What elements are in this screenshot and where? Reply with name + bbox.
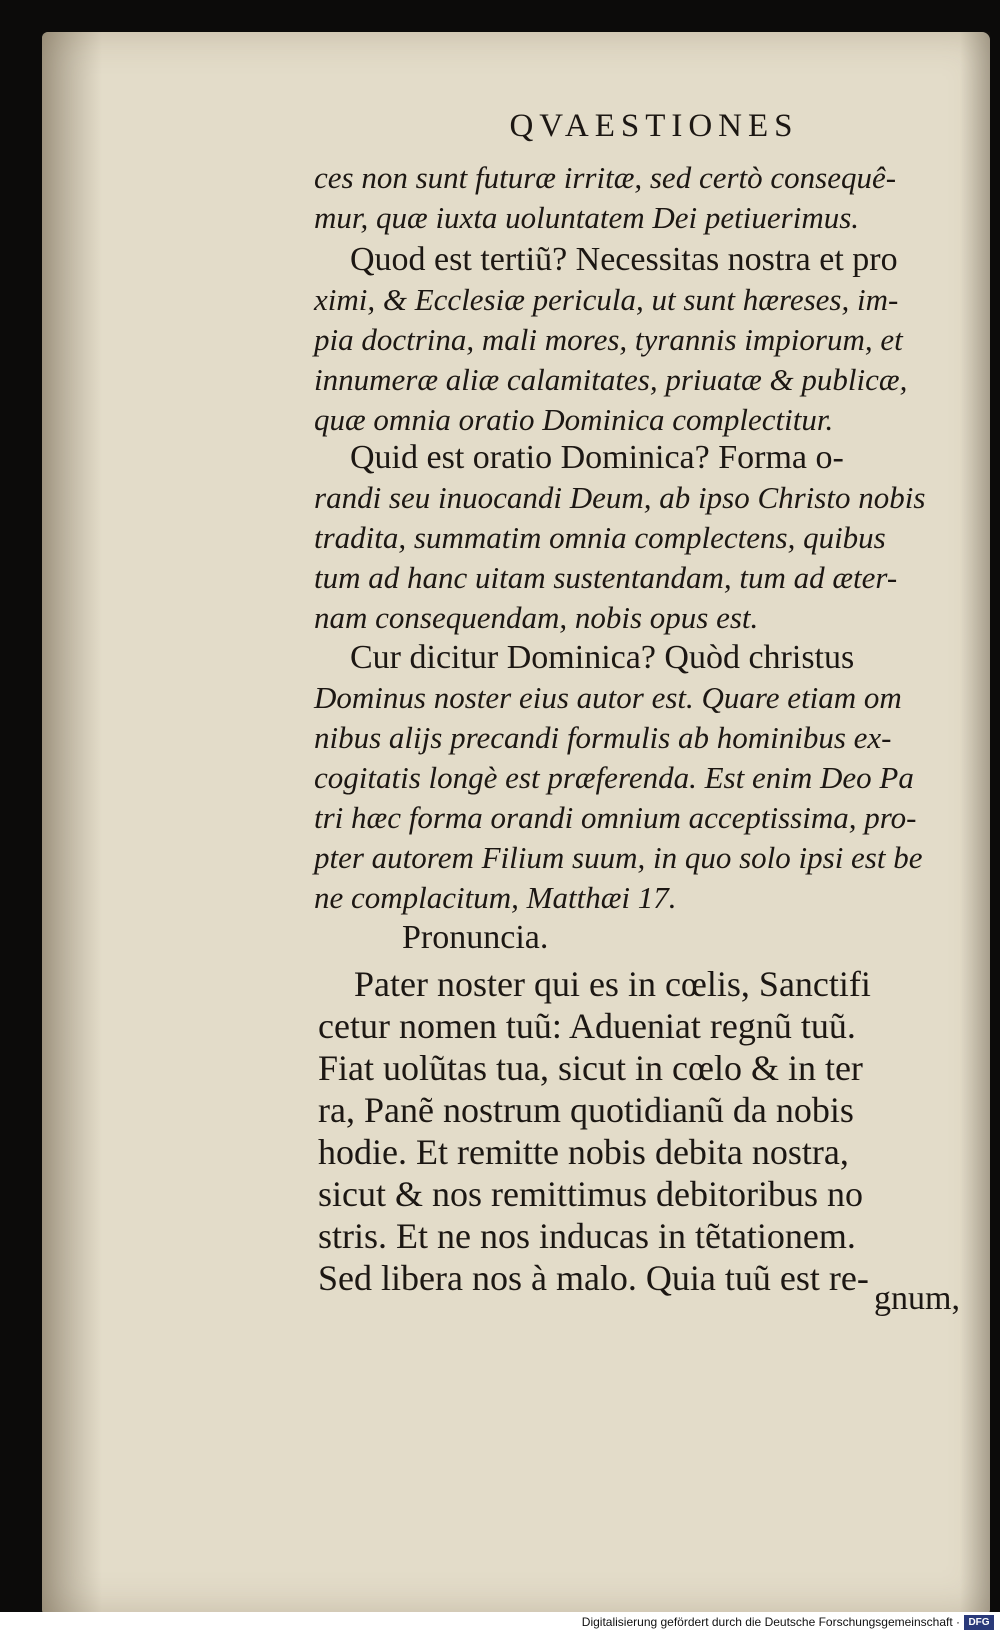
section-heading: Pronuncia.: [402, 919, 549, 956]
text-line: randi seu inuocandi Deum, ab ipso Christo nobis: [314, 480, 926, 515]
dfg-logo: DFG: [964, 1615, 994, 1630]
text-line: Quid est oratio Dominica? Forma o-: [350, 439, 844, 476]
page-gutter-shadow: [42, 32, 102, 1614]
text-line: Dominus noster eius autor est. Quare etiam om: [314, 680, 902, 715]
text-line: Pater noster qui es in cœlis, Sanctifi: [354, 964, 871, 1004]
text-line: tum ad hanc uitam sustentandam, tum ad æter-: [314, 560, 898, 595]
text-line: ximi, & Ecclesiæ pericula, ut sunt hæreses, im-: [314, 282, 899, 317]
text-line: ne complacitum, Matthæi 17.: [314, 880, 677, 915]
text-line: cogitatis longè est præferenda. Est enim Deo Pa: [314, 760, 914, 795]
text-line: cetur nomen tuũ: Adueniat regnũ tuũ.: [318, 1006, 856, 1046]
text-line: tri hæc forma orandi omnium acceptissima, pro-: [314, 800, 917, 835]
text-line: mur, quæ iuxta uoluntatem Dei petiuerimus.: [314, 200, 860, 235]
text-line: sicut & nos remittimus debitoribus no: [318, 1174, 863, 1214]
text-line: quæ omnia oratio Dominica complectitur.: [314, 402, 834, 437]
text-line: Cur dicitur Dominica? Quòd christus: [350, 639, 855, 676]
footer-credit: Digitalisierung gefördert durch die Deutsche Forschungsgemeinschaft ·: [581, 1615, 960, 1629]
running-head: QVAESTIONES: [509, 108, 799, 144]
text-line: Fiat uolũtas tua, sicut in cœlo & in ter: [318, 1048, 863, 1088]
text-line: ces non sunt futuræ irritæ, sed certò consequê-: [314, 160, 897, 195]
text-line: innumeræ aliæ calamitates, priuatæ & publicæ,: [314, 362, 908, 397]
text-line: tradita, summatim omnia complectens, quibus: [314, 520, 886, 555]
text-line: pia doctrina, mali mores, tyrannis impiorum, et: [314, 322, 903, 357]
text-line: ra, Panẽ nostrum quotidianũ da nobis: [318, 1090, 854, 1130]
catchword: gnum,: [874, 1280, 960, 1317]
text-line: hodie. Et remitte nobis debita nostra,: [318, 1132, 849, 1172]
text-line: pter autorem Filium suum, in quo solo ipsi est be: [314, 840, 923, 875]
text-line: stris. Et ne nos inducas in tẽtationem.: [318, 1216, 856, 1256]
text-line: nibus alijs precandi formulis ab hominibus ex-: [314, 720, 892, 755]
text-line: Sed libera nos à malo. Quia tuũ est re-: [318, 1258, 869, 1298]
text-line: nam consequendam, nobis opus est.: [314, 600, 759, 635]
page-edge-shadow: [960, 32, 990, 1614]
book-page: [42, 32, 990, 1614]
digitization-footer: [0, 1612, 1000, 1634]
text-line: Quod est tertiũ? Necessitas nostra et pro: [350, 241, 898, 278]
